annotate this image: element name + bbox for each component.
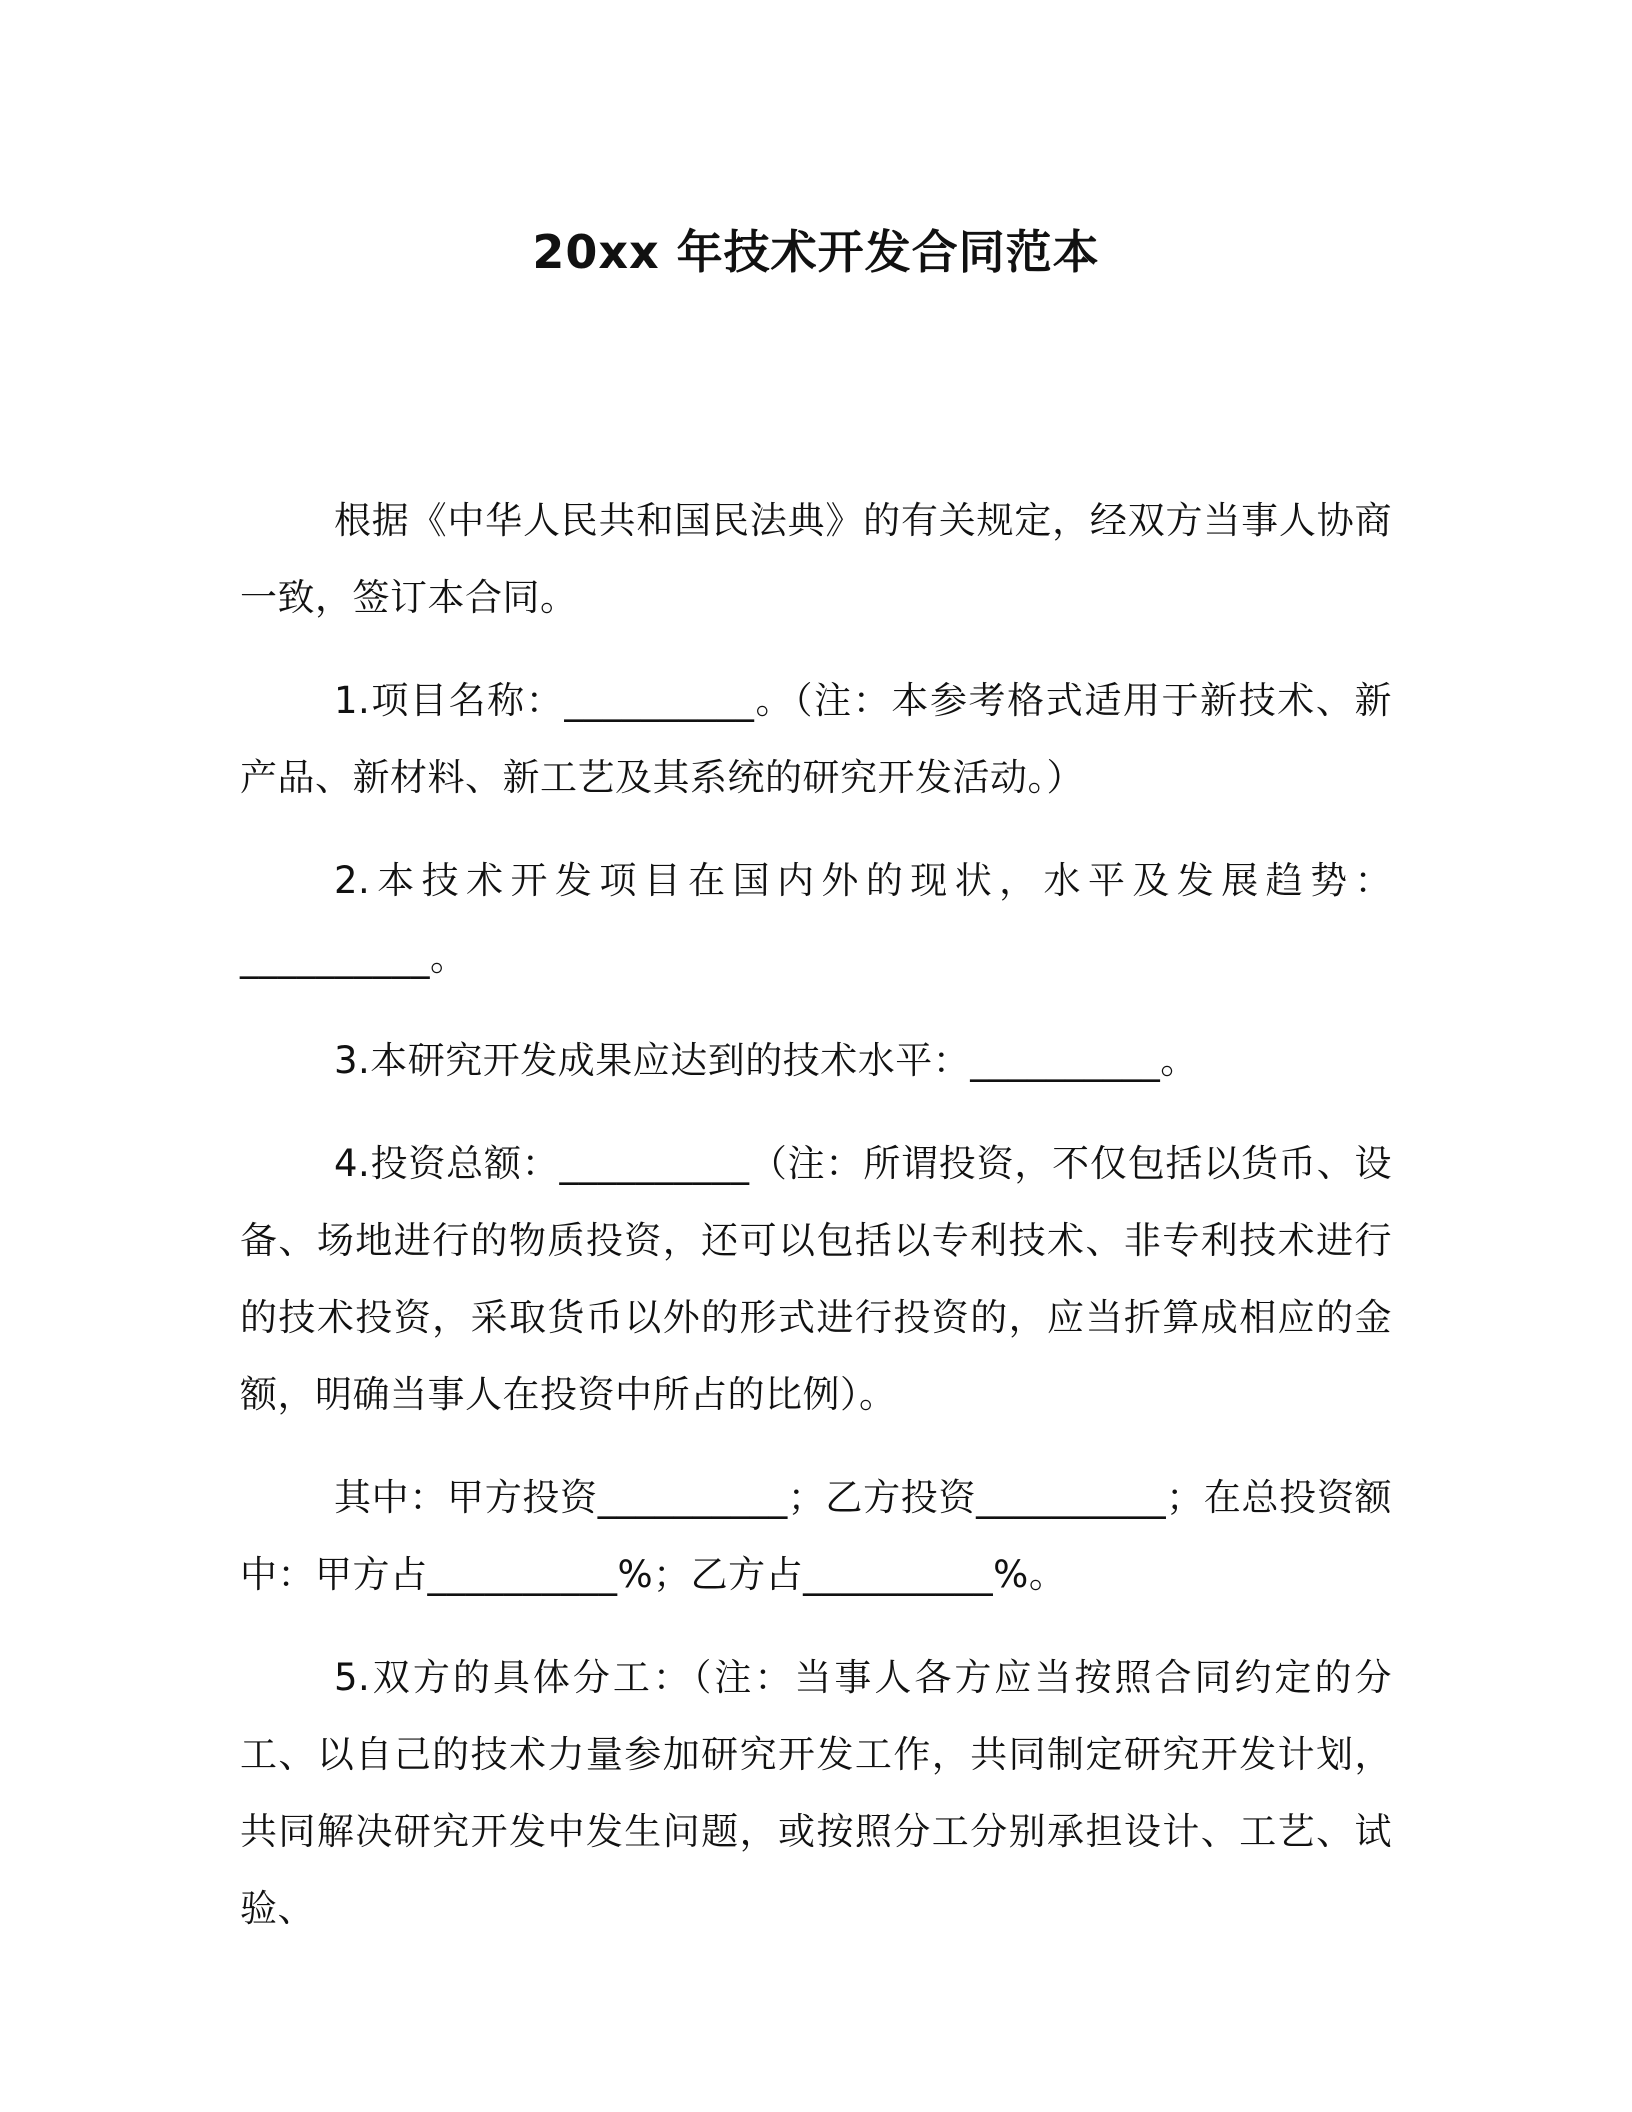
paragraph-project-name: 1.项目名称：__________。（注：本参考格式适用于新技术、新产品、新材料、新工艺及其系统的研究开发活动。） — [240, 679, 1392, 799]
paragraph-preamble: 根据《中华人民共和国民法典》的有关规定，经双方当事人协商一致，签订本合同。 — [240, 499, 1392, 619]
paragraph-technical-level: 3.本研究开发成果应达到的技术水平：__________。 — [334, 1039, 1198, 1082]
document-body — [240, 482, 1392, 1947]
paragraph-investment-split: 其中：甲方投资__________；乙方投资__________；在总投资额中：甲方占__________%；乙方占__________%。 — [240, 1476, 1392, 1596]
paragraph-status-trend: 2.本技术开发项目在国内外的现状，水平及发展趋势：__________。 — [240, 859, 1392, 979]
document-title: 20xx 年技术开发合同范本 — [532, 225, 1100, 279]
paragraph-division-of-work: 5.双方的具体分工：（注：当事人各方应当按照合同约定的分工、以自己的技术力量参加研究开发工作，共同制定研究开发计划，共同解决研究开发中发生问题，或按照分工分别承担设计、工艺、试验、 — [240, 1656, 1392, 1930]
paragraph-investment-total: 4.投资总额：__________（注：所谓投资，不仅包括以货币、设备、场地进行的物质投资，还可以包括以专利技术、非专利技术进行的技术投资，采取货币以外的形式进行投资的，应当折算成相应的金额，明确当事人在投资中所占的比例）。 — [240, 1142, 1392, 1416]
